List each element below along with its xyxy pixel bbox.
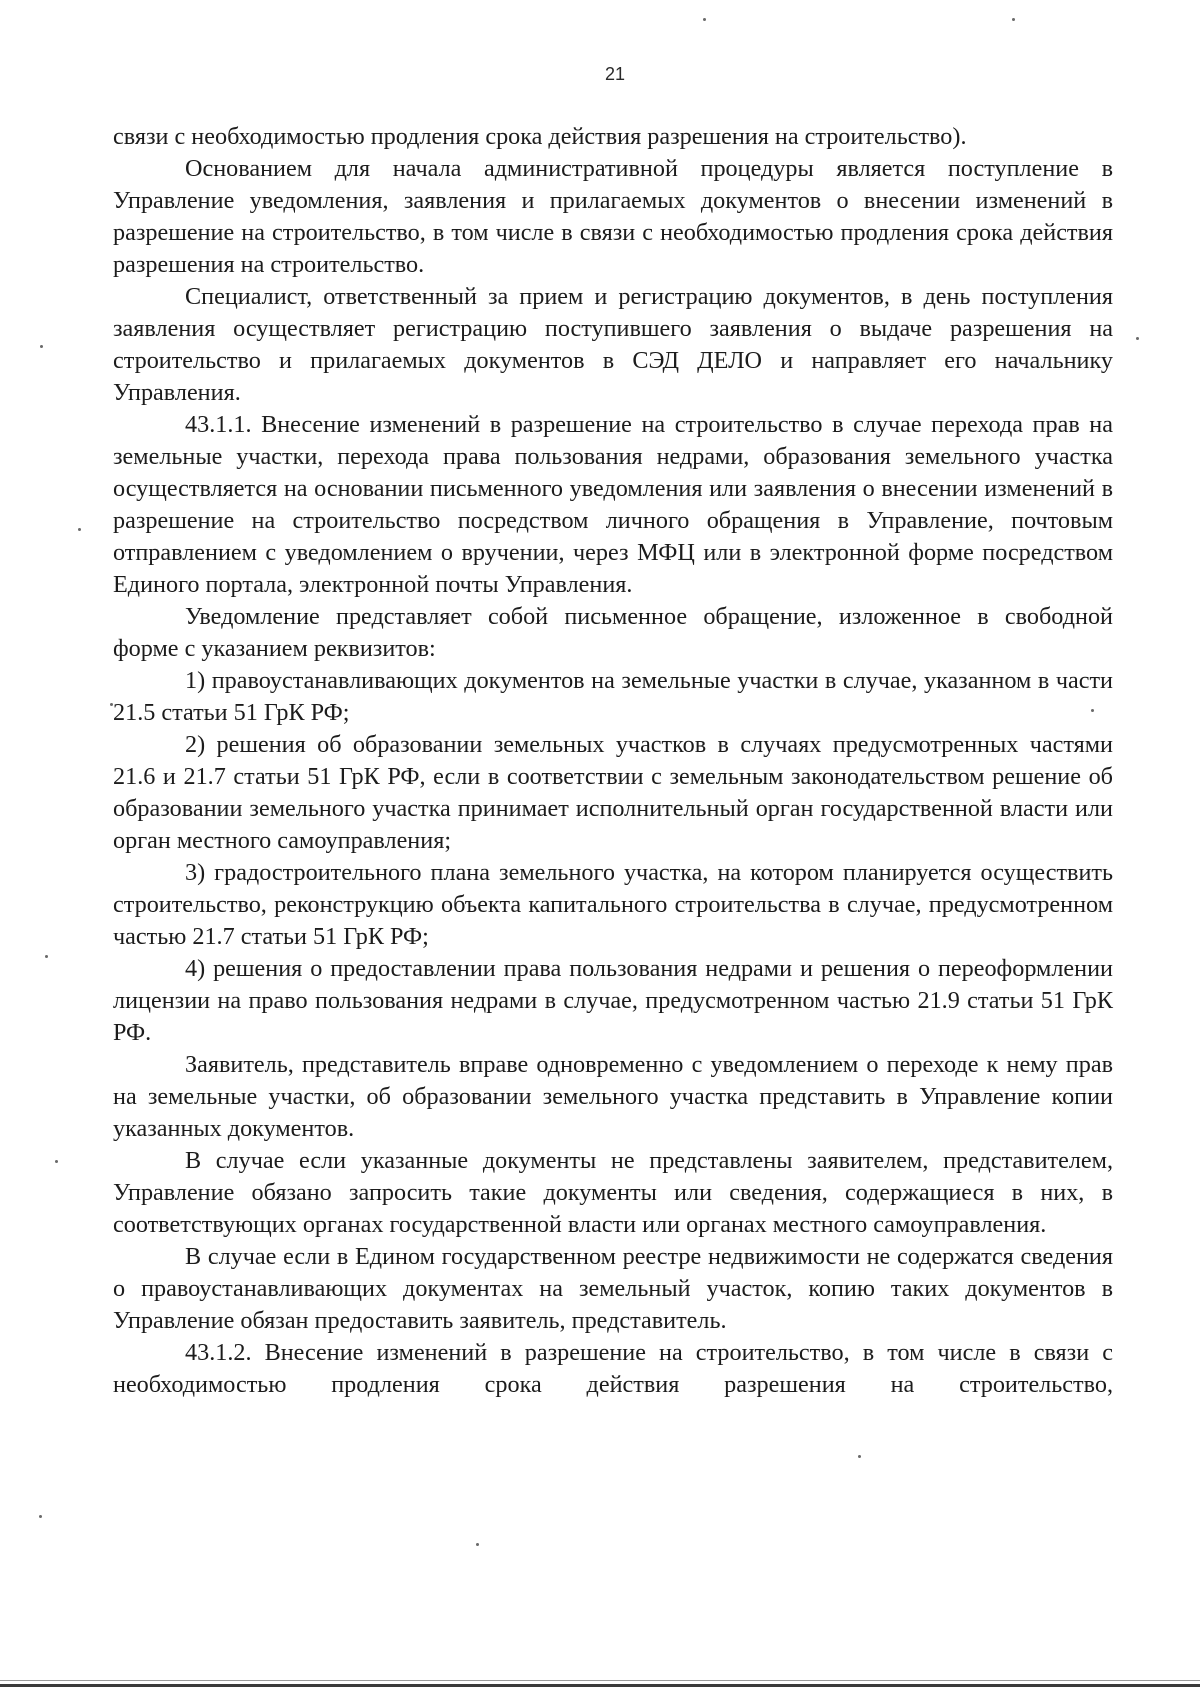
scan-speck (858, 1455, 861, 1458)
paragraph-continuation: связи с необходимостью продления срока действия разрешения на строительство). (113, 123, 967, 150)
scan-speck (703, 18, 706, 21)
scan-speck (1136, 337, 1139, 340)
list-item-4: 4) решения о предоставлении права пользования недрами и решения о переоформлении лицензии на право пользования недрами в случае, предусмотренном частью 21.9 статьи 51 ГрК РФ. (113, 955, 1113, 1046)
page-number: 21 (604, 64, 626, 84)
scan-speck (40, 345, 43, 348)
scan-speck (55, 1160, 58, 1163)
scan-speck (1012, 18, 1015, 21)
paragraph-egrn: В случае если в Едином государственном реестре недвижимости не содержатся сведения о правоустанавливающих документах на земельный участок, копию таких документов в Управление обязан предоставить заявитель, представитель. (113, 1243, 1113, 1334)
scan-bottom-edge (0, 1684, 1200, 1687)
scan-speck (110, 703, 113, 706)
paragraph-specialist: Специалист, ответственный за прием и регистрацию документов, в день поступления заявления осуществляет регистрацию поступившего заявления о выдаче разрешения на строительство и прилагаемых документов в СЭД ДЕЛО и направляет его начальнику Управления. (113, 283, 1113, 406)
paragraph-basis: Основанием для начала административной процедуры является поступление в Управление уведомления, заявления и прилагаемых документов о внесении изменений в разрешение на строительство, в том числе в связи с необходимостью продления срока действия разрешения на строительство. (113, 155, 1113, 278)
paragraph-not-provided: В случае если указанные документы не представлены заявителем, представителем, Управление обязано запросить такие документы или сведения, содержащиеся в них, в соответствующих органах государственной власти или органах местного самоуправления. (113, 1147, 1113, 1238)
document-body (113, 121, 1113, 1401)
paragraph-43-1-1: 43.1.1. Внесение изменений в разрешение на строительство в случае перехода прав на земельные участки, перехода права пользования недрами, образования земельного участка осуществляется на основании письменного уведомления или заявления о внесении изменений в разрешение на строительство посредством личного обращения в Управление, почтовым отправлением с уведомлением о вручении, через МФЦ или в электронной форме посредством Единого портала, электронной почты Управления. (113, 411, 1113, 598)
paragraph-applicant: Заявитель, представитель вправе одновременно с уведомлением о переходе к нему прав на земельные участки, об образовании земельного участка представить в Управление копии указанных документов. (113, 1051, 1113, 1142)
list-item-2: 2) решения об образовании земельных участков в случаях предусмотренных частями 21.6 и 21.7 статьи 51 ГрК РФ, если в соответствии с земельным законодательством решение об образовании земельного участка принимает исполнительный орган государственной власти или орган местного самоуправления; (113, 731, 1113, 854)
list-item-1: 1) правоустанавливающих документов на земельные участки в случае, указанном в части 21.5 статьи 51 ГрК РФ; (113, 667, 1113, 726)
scan-speck (476, 1543, 479, 1546)
scan-speck (39, 1515, 42, 1518)
paragraph-notification: Уведомление представляет собой письменное обращение, изложенное в свободной форме с указанием реквизитов: (113, 603, 1113, 662)
scan-edge-line (0, 1680, 1200, 1681)
list-item-3: 3) градостроительного плана земельного участка, на котором планируется осуществить строительство, реконструкцию объекта капитального строительства в случае, предусмотренном частью 21.7 статьи 51 ГрК РФ; (113, 859, 1113, 950)
scan-speck (1091, 709, 1094, 712)
scan-speck (45, 955, 48, 958)
paragraph-43-1-2: 43.1.2. Внесение изменений в разрешение на строительство, в том числе в связи с необходимостью продления срока действия разрешения на строительство, (113, 1339, 1113, 1398)
scan-speck (78, 528, 81, 531)
